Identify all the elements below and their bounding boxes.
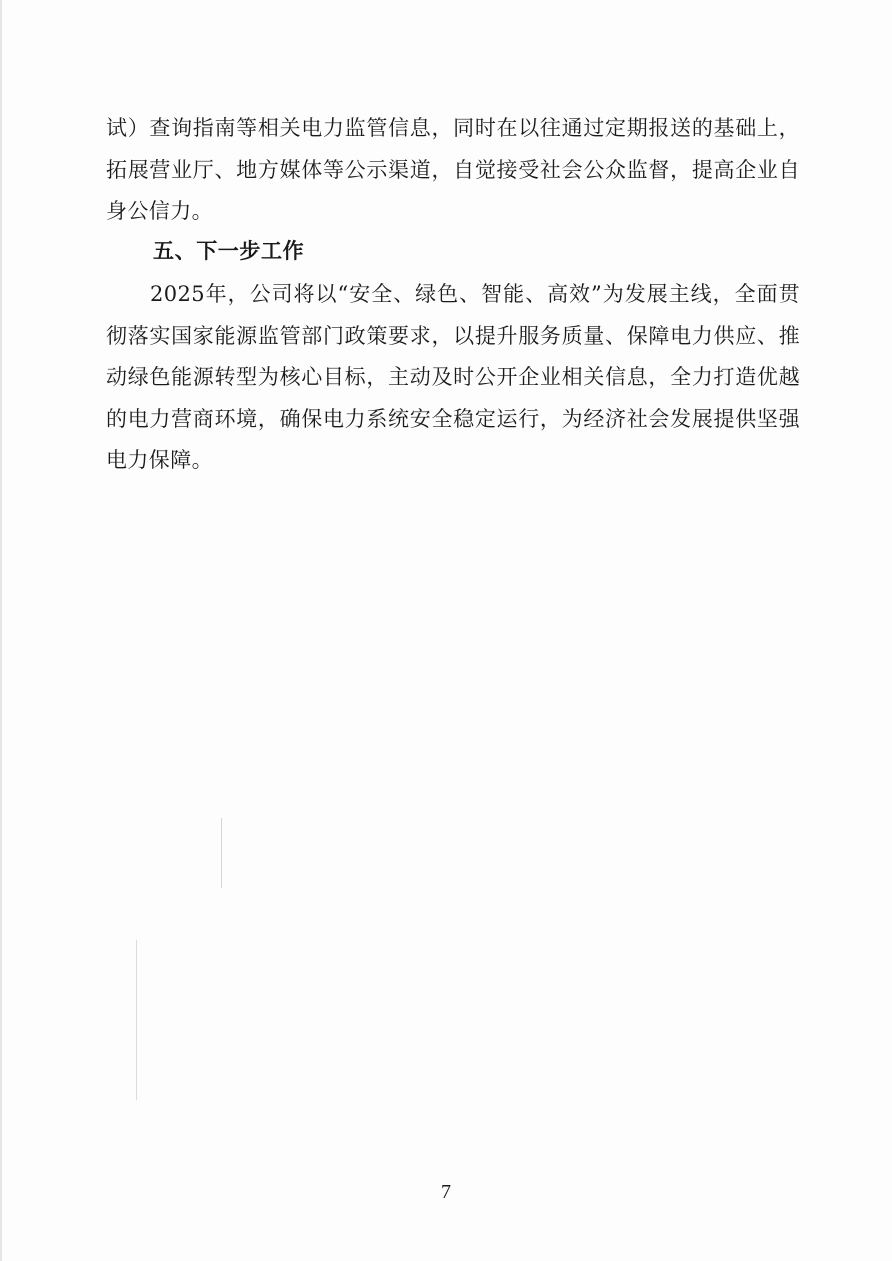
page-number: 7 xyxy=(441,1181,451,1203)
scan-artifact-line xyxy=(221,818,222,888)
scan-artifact-line xyxy=(136,940,137,1100)
section-heading: 五、下一步工作 xyxy=(153,239,305,263)
scan-edge xyxy=(0,0,2,1261)
paragraph-next-steps: 2025年，公司将以“安全、绿色、智能、高效”为发展主线，全面贯彻落实国家能源监管部门政策要求，以提升服务质量、保障电力供应、推动绿色能源转型为核心目标，主动及时公开企业相关信息，全力打造优越的电力营商环境，确保电力系统安全稳定运行，为经济社会发展提供坚强电力保障。 xyxy=(106,282,800,472)
paragraph-continuation: 试）查询指南等相关电力监管信息，同时在以往通过定期报送的基础上，拓展营业厅、地方媒体等公示渠道，自觉接受社会公众监督，提高企业自身公信力。 xyxy=(106,116,800,223)
